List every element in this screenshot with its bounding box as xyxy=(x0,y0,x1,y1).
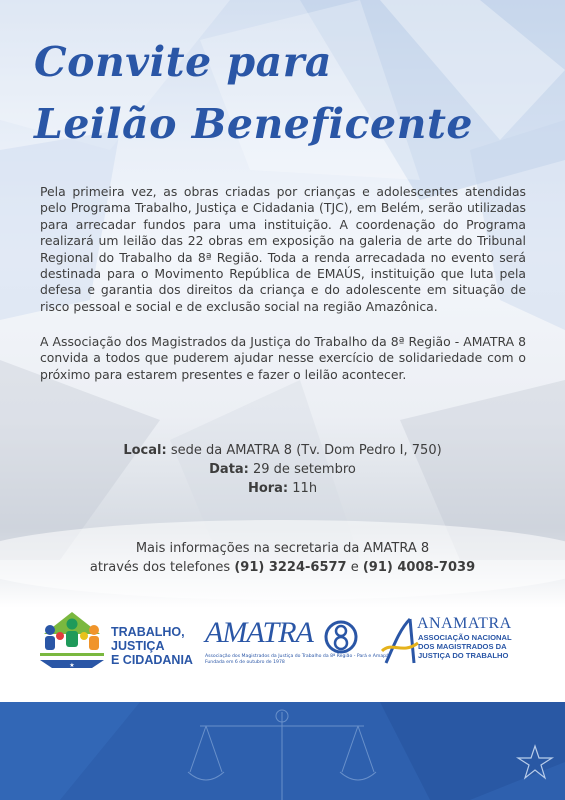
tjc-text-line-1: TRABALHO, xyxy=(111,625,185,639)
people-group-icon xyxy=(36,608,108,670)
invitation-paragraph: A Associação dos Magistrados da Justiça do Trabalho da 8ª Região - AMATRA 8 convida a todos que puderem ajudar nesse exercício de solidariedade com o próximo para estarem presentes e fazer o leilão acontecer. xyxy=(40,334,526,382)
event-time xyxy=(0,481,565,496)
date-label: Data: xyxy=(209,462,249,477)
phone-number-2: (91) 4008-7039 xyxy=(362,560,476,575)
tjc-logo-text xyxy=(111,625,193,667)
amatra-wordmark: AMATRA xyxy=(205,616,313,649)
contact-phones-line xyxy=(0,560,565,575)
partner-logos xyxy=(0,600,565,680)
amatra-subtitle xyxy=(205,654,389,666)
event-date xyxy=(0,462,565,477)
svg-text:★: ★ xyxy=(69,662,75,669)
location-label: Local: xyxy=(123,443,167,458)
tjc-text-line-2: JUSTIÇA xyxy=(111,639,165,653)
amatra-subtitle-line-1: Associação dos Magistrados da Justiça do Trabalho da 8ª Região - Pará e Amapá xyxy=(205,654,389,659)
anamatra-subtitle-line-3: JUSTIÇA DO TRABALHO xyxy=(418,650,509,660)
anamatra-subtitle-line-1: ASSOCIAÇÃO NACIONAL xyxy=(418,633,512,642)
phone-connector: e xyxy=(346,560,363,575)
amatra-subtitle-line-2: Fundada em 6 de outubro de 1978 xyxy=(205,660,285,665)
contact-info-line: Mais informações na secretaria da AMATRA 8 xyxy=(135,541,430,556)
event-location xyxy=(0,443,565,458)
anamatra-subtitle-line-2: DOS MAGISTRADOS DA xyxy=(418,641,507,651)
contact-prefix: através dos telefones xyxy=(89,560,235,575)
anamatra-title: ANAMATRA xyxy=(417,615,512,632)
time-value: 11h xyxy=(288,481,318,496)
amatra-number-8-icon xyxy=(321,620,361,654)
anamatra-subtitle xyxy=(418,634,512,660)
anamatra-emblem-icon xyxy=(380,615,420,669)
phone-number-1: (91) 3224-6577 xyxy=(234,560,347,575)
footer-band xyxy=(0,702,565,800)
tjc-logo xyxy=(36,608,196,670)
title-line-1: Convite para xyxy=(34,38,332,86)
title-line-2: Leilão Beneficente xyxy=(34,100,473,148)
amatra-logo xyxy=(205,616,389,676)
location-value: sede da AMATRA 8 (Tv. Dom Pedro I, 750) xyxy=(166,443,442,458)
time-label: Hora: xyxy=(247,481,289,496)
description-paragraph: Pela primeira vez, as obras criadas por crianças e adolescentes atendidas pelo Programa Trabalho, Justiça e Cidadania (TJC), em Belém, serão utilizadas para arrecadar fundos para uma instituição. A coordenação do Programa realizará um leilão das 22 obras em exposição na galeria de arte do Tribunal Regional do Trabalho da 8ª Região. Toda a renda arrecadada no evento será destinada para o Movimento República de EMAÚS, instituição que luta pela defesa e garantia dos direitos da criança e do adolescente em situação de risco pessoal e social e de exclusão social na região Amazônica. xyxy=(40,184,526,314)
anamatra-logo xyxy=(380,615,540,675)
tjc-text-line-3: E CIDADANIA xyxy=(111,653,193,667)
date-value: 29 de setembro xyxy=(248,462,356,477)
